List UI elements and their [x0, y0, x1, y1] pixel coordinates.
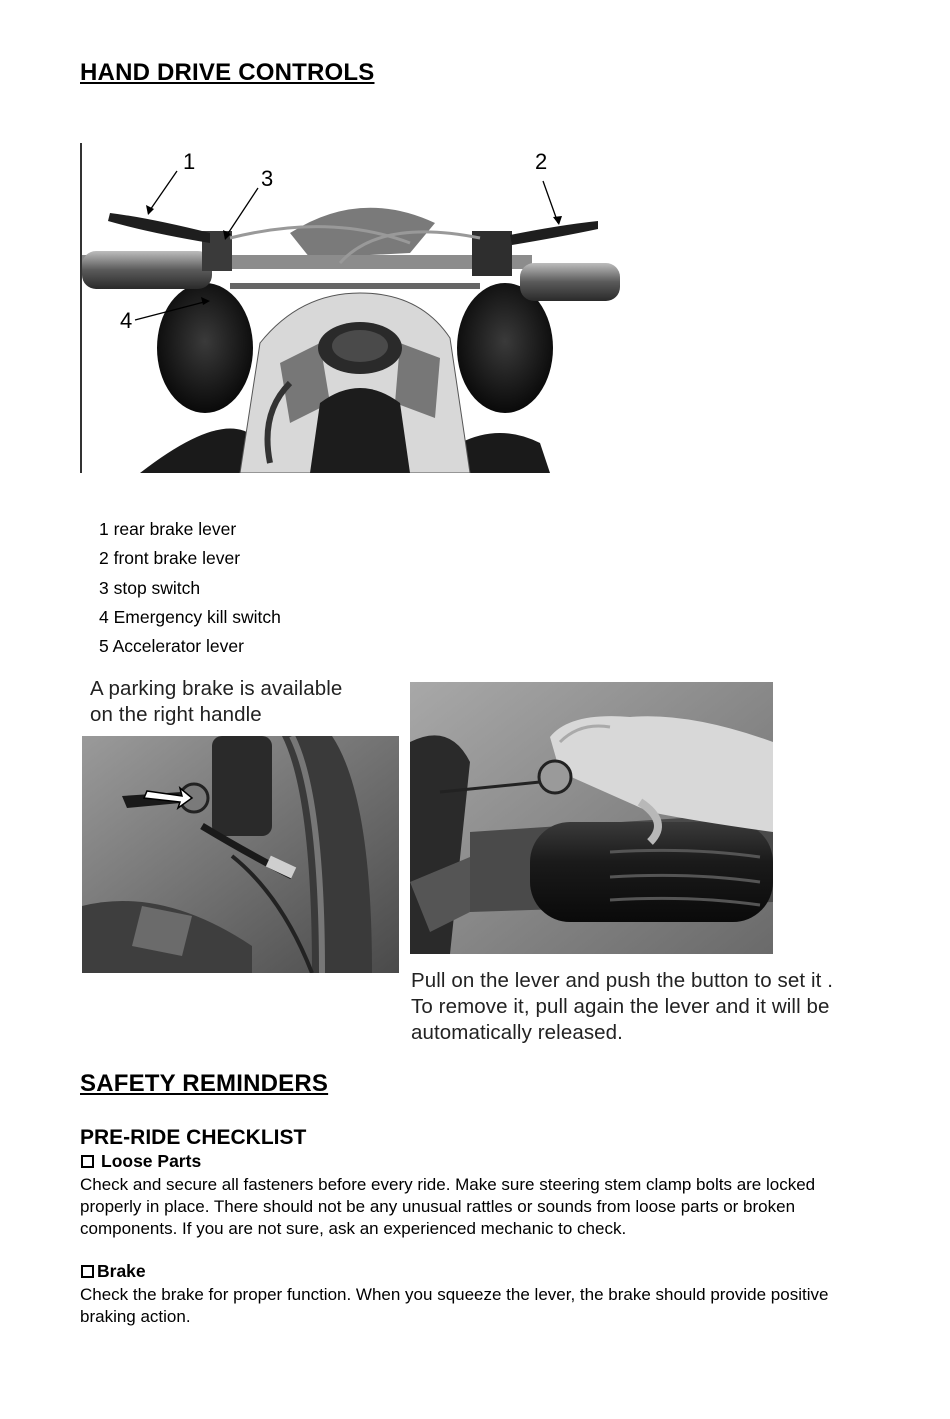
legend-item-stop-switch: 3 stop switch — [99, 578, 201, 598]
callout-3: 3 — [261, 166, 274, 191]
parking-caption-right-line-1: Pull on the lever and push the button to set it . — [411, 969, 834, 992]
legend-item-kill-switch: 4 Emergency kill switch — [99, 607, 281, 627]
brake-heading-text: Brake — [97, 1261, 146, 1281]
callout-4: 4 — [120, 308, 133, 333]
brake-checkbox — [81, 1265, 94, 1278]
legend-item-front-brake: 2 front brake lever — [99, 548, 241, 568]
page-title: HAND DRIVE CONTROLS — [80, 59, 375, 86]
legend-item-accelerator: 5 Accelerator lever — [99, 636, 244, 656]
parking-caption-left — [90, 676, 342, 728]
loose-parts-heading-text: Loose Parts — [101, 1151, 202, 1171]
parking-caption-right-line-2: To remove it, pull again the lever and it will be — [411, 995, 830, 1018]
parking-brake-button-illustration — [410, 682, 773, 954]
loose-parts-text: Check and secure all fasteners before every ride. Make sure steering stem clamp bolts are locked properly in place. There should not be any unusual rattles or sounds from loose parts or broken components. If you are not sure, ask an experienced mechanic to check. — [80, 1175, 816, 1238]
callout-1: 1 — [183, 149, 196, 174]
loose-parts-checkbox — [81, 1155, 94, 1168]
parking-caption-right — [411, 968, 833, 1046]
legend-item-rear-brake: 1 rear brake lever — [99, 519, 237, 539]
parking-caption-right-line-3: automatically released. — [411, 1021, 623, 1044]
parking-brake-lever-photo — [82, 736, 399, 973]
handlebar-illustration — [80, 143, 640, 473]
parking-caption-left-line-1: A parking brake is available — [90, 677, 343, 700]
parking-brake-button-photo — [410, 682, 773, 954]
parking-caption-left-line-2: on the right handle — [90, 703, 262, 726]
loose-parts-heading — [81, 1151, 201, 1172]
brake-text: Check the brake for proper function. When you squeeze the lever, the brake should provide positive braking action. — [80, 1285, 829, 1326]
parking-brake-lever-illustration — [82, 736, 399, 973]
checklist-subtitle: PRE-RIDE CHECKLIST — [80, 1126, 307, 1149]
brake-heading — [81, 1261, 146, 1282]
safety-title: SAFETY REMINDERS — [80, 1070, 329, 1097]
handlebar-figure — [80, 143, 640, 473]
callout-2: 2 — [535, 149, 548, 174]
